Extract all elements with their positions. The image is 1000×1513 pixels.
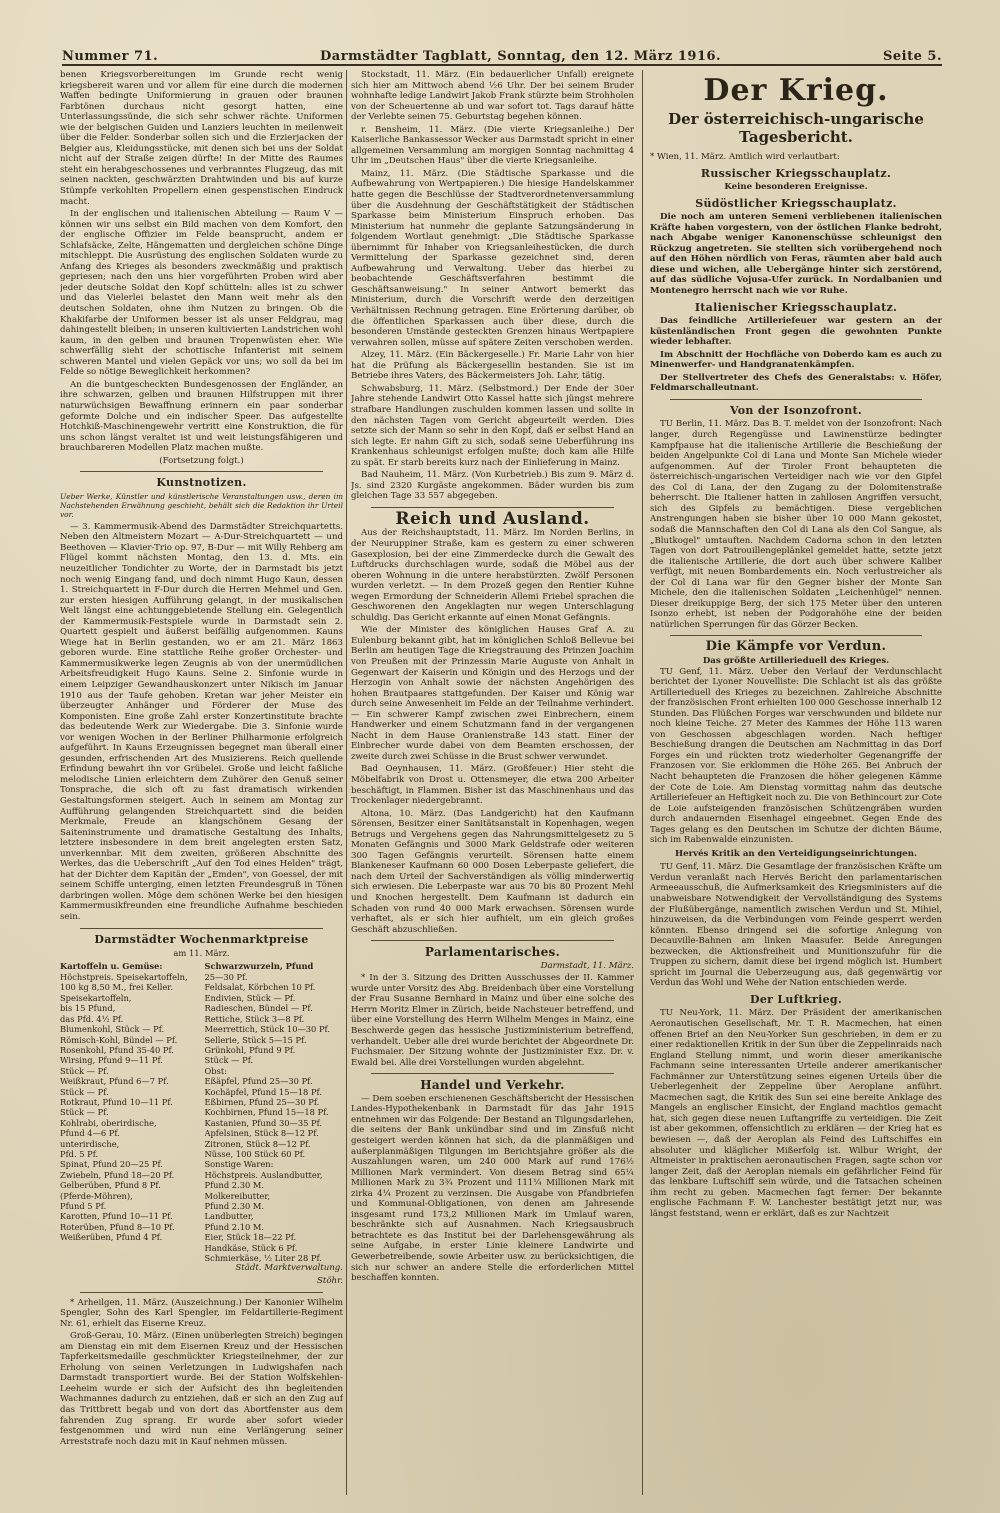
section-title-suedoestlich: Südöstlicher Kriegsschauplatz. (695, 196, 897, 210)
price-row: Radieschen, Bündel — Pf. (204, 1003, 313, 1014)
price-row: Handkäse, Stück 6 Pf. (204, 1242, 298, 1253)
price-row: Apfelsinen, Stück 8—12 Pf. (204, 1128, 319, 1139)
article-text: Die noch am unteren Semeni verbliebenen italienischen Kräfte haben vorgestern, von der östlichen Flanke bedroht, nach Abgabe weniger Kanonenschüsse schleunigst den Rückzug angetreten. Sie stellten sich vorübergehend noch auf den Höhen nördlich von Feras, räumten aber bald auch diese und wichen, alle Uebergänge hinter sich zerstörend, auf das südliche Vojusa-Ufer zurück. In Nordalbanien und Montenegro herrscht nach wie vor Ruhe. (650, 212, 942, 297)
price-row: Stück — Pf. (60, 1065, 109, 1076)
price-row: Rettiche, Stück 3—8 Pf. (204, 1013, 305, 1024)
article-text: Wie der Minister des königlichen Hauses Graf A. zu Eulenburg bekannt gibt, hat im königlichen Schloß Bellevue bei Berlin am heutigen Tage die Kriegstrauung des Prinzen Joachim von Preußen mit der Prinzessin Marie Auguste von Anhalt in Gegenwart der Kaiserin und Königin und des Herzogs und der Herzogin von Anhalt sowie der nächsten Angehörigen des hohen Brautpaares stattgefunden. Der Kaiser und König war durch seine Anwesenheit im Felde an der Teilnahme verhindert. — Ein schwerer Kampf zwischen zwei Einbrechern, einem Handwerker und einem Schutzmann fand in der vergangenen Nacht in dem Hause Oranienstraße 143 statt. Einer der Einbrecher wurde dabei von dem Beamten erschossen, der zweite durch zwei Schüsse in die Brust schwer verwundet. (351, 625, 634, 762)
article-text: Aus der Reichshauptstadt, 11. März. Im Norden Berlins, in der Neuruppiner Straße, kam es gestern zu einer schweren Gasexplosion, bei der eine Zimmerdecke durch die Gewalt des Luftdrucks durchschlagen wurde, sodaß die Möbel aus der oberen Wohnung in die untere herabstürzten. Zwölf Personen wurden verletzt. — In dem Prozeß gegen den Rentier Kuhne wegen Ermordung der Schneiderin Allemi Friebel sprachen die Geschworenen den Angeklagten nur wegen Unterschlagung schuldig. Das Gericht erkannte auf einen Monat Gefängnis. (351, 528, 634, 623)
article-text: Keine besonderen Ereignisse. (724, 182, 868, 193)
continuation-note: (Fortsetzung folgt.) (159, 455, 244, 466)
section-subtitle: Hervés Kritik an den Verteidigungseinrichtungen. (674, 848, 917, 859)
price-list (60, 972, 199, 1243)
article-text: Im Abschnitt der Hochfläche von Doberdo kam es auch zu Minenwerfer- und Handgranatenkämpfen. (650, 349, 942, 371)
signature: Der Stellvertreter des Chefs des Generalstabs: v. Höfer, Feldmarschalleutnant. (650, 372, 942, 394)
article-text: TU Genf, 11. März. Ueber den Verlauf der Verdunschlacht berichtet der Lyoner Nouvelliste: Die Schlacht ist als das größte Artillerieduell des Krieges zu bezeichnen. Zahlreiche Abschnitte der französischen Front erhielten 100 000 Geschosse innerhalb 12 Stunden. Das Flüßchen Forges war verschwunden und bildete nur noch kleine Teiche. 27 Meter des Kammes der Höhe 113 waren von Geschossen abgeschlagen worden. Nach heftiger Beschießung drangen die Deutschen am Nachmittag in das Dorf Forges ein und rückten trotz wiederholter Gegenangriffe der Franzosen vor. Sie erklommen die Höhe 265. Bei Anbruch der Nacht behaupteten die Franzosen die höher gelegenen Kämme der Cote de Loie. Am Dienstag vormittag nahm das deutsche Artilleriefeuer an Heftigkeit noch zu. Die von Bethincourt zur Cote de Loie aufsteigenden französischen Schützengräben wurden durch andauernden Eisenhagel eingeebnet. Gegen Ende des Tages gelang es den Deutschen im Schutze der dichten Bäume, sich im Rabenwalde einzunisten. (650, 666, 942, 846)
subheadline: Der österreichisch-ungarische Tagesbericht. (668, 110, 924, 146)
divider (670, 399, 922, 400)
signature: Stöhr. (317, 1275, 343, 1286)
article-text: Schwabsburg, 11. März. (Selbstmord.) Der Ende der 30er Jahre stehende Landwirt Otto Kassel hatte sich jüngst mehrere strafbare Handlungen zuschulden kommen lassen und sollte in den nächsten Tagen vom Gericht abgeurteilt werden. Dies setzte sich der Mann so sehr in den Kopf, daß er selbst Hand an sich legte. Er nahm Gift zu sich, sodaß seine Ueberführung ins Krankenhaus schleunigst erfolgen mußte; doch kam alle Hilfe zu spät. Er starb bereits kurz nach der Einlieferung in Mainz. (351, 383, 634, 468)
price-row: Molkereibutter, (204, 1190, 271, 1201)
page-header (62, 42, 942, 66)
price-row: Kohlrabi, oberirdische, (60, 1117, 157, 1128)
headline-der-krieg: Der Krieg. (703, 73, 889, 108)
divider (371, 1073, 614, 1074)
price-row: Landbutter, (204, 1211, 254, 1222)
price-row: Speisekartoffeln, (60, 992, 132, 1003)
market-date: am 11. März. (173, 948, 230, 959)
signature: Städt. Marktverwaltung. (235, 1263, 343, 1274)
price-row: Weißerüben, Pfund 4 Pf. (60, 1232, 163, 1243)
price-row: Weißkraut, Pfund 6—7 Pf. (60, 1076, 169, 1087)
price-row: Endivien, Stück — Pf. (204, 992, 296, 1003)
article-text: r. Bensheim, 11. März. (Die vierte Kriegsanleihe.) Der Kaiserliche Bankassessor Wecker aus Darmstadt spricht in einer allgemeinen Versammlung am morgigen Sonntag nachmittag 4 Uhr im „Deutschen Haus" über die vierte Kriegsanleihe. (351, 124, 634, 167)
price-row: bis 15 Pfund, (60, 1003, 116, 1014)
price-row: Blumenkohl, Stück — Pf. (60, 1024, 165, 1035)
price-row: Zitronen, Stück 8—12 Pf. (204, 1138, 311, 1149)
price-row: Rotkraut, Pfund 10—11 Pf. (60, 1096, 173, 1107)
article-text: benen Kriegsvorbereitungen im Grunde recht wenig kriegsbereit waren und vor allem für eine durch die modernen Waffen bedingte Uniformierung in grauen oder braunen Farbtönen durchaus nicht gesorgt hatten, eine Unterlassungssünde, die sich sehr schwer rächte. Uniformen wie der belgischen Guiden und Lanziers leuchten in meilenweit über die Felder. Sonderbar sollen sich und die Erzierjacken der Belgier aus, Kleidungsstücke, mit denen sich bei uns der Soldat nicht auf der Straße zeigen dürfte! In der Mitte des Raumes steht ein herabgeschossenes und verbranntes Flugzeug, das mit seinen nackten, geschwärzten Drahtwinden und bis auf kurze Stümpfe verkohlten Propellern einen gespenstischen Eindruck macht. (60, 70, 343, 207)
article-text: — 3. Kammermusik-Abend des Darmstädter Streichquartetts. Neben den Altmeistern Mozart — A-Dur-Streichquartett — und Beethoven — Klavier-Trio op. 97, B-Dur — mit Willy Rehberg am Flügel kommt nächsten Montag, den 13. d. Mts. ein neuzeitlicher Tondichter zu Worte, der in Darmstadt bis jetzt noch wenig Eingang fand, und doch nimmt Hugo Kaun, dessen 1. Streichquartett in F-Dur durch die Herren Mehmel und Gen. zur ersten hiesigen Aufführung gelangt, in der musikalischen Welt längst eine achtunggebietende Stellung ein. Gelegentlich der Kammermusik-Festspiele wurde in Darmstadt sein 2. Quartett gespielt und äußerst beifällig aufgenommen. Kauns Wiege hat in Berlin gestanden, wo er am 21. März 1863 geboren wurde. Eine stattliche Reihe großer Orchester- und Kammermusikwerke legen Zeugnis ab von der unermüdlichen Arbeitsfreudigkeit Hugo Kauns. Seine 2. Sinfonie wurde in einem Leipziger Gewandhauskonzert unter Nikisch im Januar 1910 aus der Taufe gehoben. Kretan war jeher Meister ein überzeugter Anhänger und Förderer der Muse des Komponisten. Eine große Zahl erster Konzertinstitute brachte das bedeutende Werk zur Wiedergabe. Die 3. Sinfonie wurde vor wenigen Wochen in der Berliner Philharmonie erfolgreich aufgeführt. In Kauns Erzeugnissen begegnet man überall einer gesunden, erfrischenden Art des Musizierens. Reich quellende Erfindung bewahrt ihn vor Grübelei. Große und leicht faßliche melodische Linien erleichtern dem Zuhörer den Genuß seiner Tonsprache, die sich oft zu fast dramatisch wirkenden Gestaltungsformen steigert. Auch in seinem am Montag zur Aufführung gelangenden Streichquartett sind die beiden Merkmale, Freude an klangschönem Gesang der Saiteninstrumente und dramatische Gestaltung des Inhalts, letztere insbesondere in dem breit angelegten ersten Satz, unverkennbar. Mit dem zweiten, größeren Abschnitte des Werkes, das die Ueberschrift „Auf den Tod eines Helden" trägt, hat der Dichter dem Kapitän der „Emden", von Goessel, der mit seinem Schiffe unterging, einen letzten Freundesgruß in Tönen darbringen wollen. Möge dem schönen Werke bei den hiesigen Kammermusikfreunden eine freundliche Aufnahme beschieden sein. (60, 521, 343, 923)
price-row: Höchstpreis. Auslandbutter, (204, 1169, 323, 1180)
column-3 (650, 70, 942, 1495)
price-row: Schmierkäse, ½ Liter 28 Pf. (204, 1253, 322, 1264)
price-row: Nüsse, 100 Stück 60 Pf. (204, 1148, 306, 1159)
section-title-reich: Reich und Ausland. (395, 508, 590, 529)
section-title-luftkrieg: Der Luftkrieg. (749, 992, 843, 1006)
price-row: Stück — Pf. (60, 1086, 109, 1097)
price-row: Pfd. 5 Pf. (60, 1148, 99, 1159)
price-row: Wirsing, Pfund 9—11 Pf. (60, 1055, 163, 1066)
article-text: Bad Oeynhausen, 11. März. (Großfeuer.) Hier steht die Möbelfabrik von Drost u. Ottensmeyer, die etwa 200 Arbeiter beschäftigt, in Flammen. Bisher ist das Maschinenhaus und das Trockenlager niedergebrannt. (351, 764, 634, 807)
price-row: (Pferde-Möhren), (60, 1190, 133, 1201)
section-title-russisch: Russischer Kriegsschauplatz. (700, 166, 892, 180)
price-row: Obst: (204, 1065, 228, 1076)
price-column-right (205, 961, 344, 1264)
price-row: Sonstige Waren: (204, 1159, 274, 1170)
section-title-verdun: Die Kämpfe vor Verdun. (705, 639, 887, 655)
masthead-title: Darmstädter Tagblatt, Sonntag, den 12. März 1916. (320, 49, 722, 64)
price-heading: Kartoffeln u. Gemüse: (60, 960, 163, 971)
divider (80, 1292, 323, 1293)
column-2 (351, 70, 634, 1495)
price-row: Spinat, Pfund 20—25 Pf. (60, 1159, 163, 1170)
price-row: Pfund 5 Pf. (60, 1201, 107, 1211)
price-row: Gelberüben, Pfund 8 Pf. (60, 1180, 161, 1191)
article-text: Das feindliche Artilleriefeuer war gestern an der küstenländischen Front gegen die gewohnten Punkte wieder lebhafter. (650, 316, 942, 348)
price-list (205, 972, 344, 1263)
divider (670, 635, 922, 636)
price-row: Pfund 2.30 M. (204, 1201, 265, 1211)
section-title-parlament: Parlamentarisches. (424, 945, 561, 960)
price-row: 25—30 Pf. (204, 972, 248, 983)
article-text: In der englischen und italienischen Abteilung — Raum V — können wir uns selbst ein Bild machen von dem Komfort, den der englische Offizier im Felde beansprucht, andem er Schlafsäcke, Zelte, Hängematten und dergleichen schöne Dinge mitschleppt. Die Ausrüstung des englischen Soldaten wurde zu Anfang des Krieges als besonders zweckmäßig und praktisch gepriesen; nach den uns hier vorgeführten Proben wird aber jeder deutsche Soldat den Kopf schütteln: alles ist zu schwer und das Vielerlei belastet den Mann weit mehr als den deutschen Soldaten, ohne ihm Nutzen zu bringen. Ob die Khakifarbe der Uniformen besser ist als unser Feldgrau, mag dahingestellt bleiben; in unseren kultivierten Landstrichen wohl kaum, in den gelben und braunen Tropenwüsten eher. Wie schwerfällig sieht der schottische Infanterist mit seinem schweren Mantel und vielen Gepäck vor uns; wo soll da bei im Felde so nötige Beweglichkeit herkommen? (60, 209, 343, 378)
article-text: TU Genf, 11. März. Die Gesamtlage der französischen Kräfte um Verdun veranlaßt nach Hervés Bericht den parlamentarischen Armeeausschuß, die Aufmerksamkeit des Kriegsministers auf die unabweisbare Notwendigkeit der Vervollständigung des Systems der Flußübergänge, namentlich zwischen Verdun und St. Mihiel, hinzuweisen, da die Verbindungen vom Feinde gesperrt werden könnten. Ebenso dringend sei die sofortige Anlegung von Decauville-Bahnen am linken Maasufer. Beide Anregungen bezwecken, die Aktionsfreiheit und Munitionszufuhr für die Truppen zu sichern, damit diese bei irgend möglich ist. Humbert spricht im Journal die Ueberzeugung aus, daß gegenwärtig vor Verdun das Wohl und Wehe der Nation entschieden werde. (650, 862, 942, 989)
section-title-italienisch: Italienischer Kriegsschauplatz. (694, 300, 898, 314)
section-title-marktpreise: Darmstädter Wochenmarktpreise (94, 932, 309, 946)
dateline: Darmstadt, 11. März. (540, 960, 634, 971)
article-text: Bad Nauheim, 11. März. (Von Kurbetrieb.) Bis zum 9. März d. Js. sind 2320 Kurgäste angekommen. Bäder wurden bis zum gleichen Tage 33 557 abgegeben. (351, 470, 634, 502)
price-row: Kastanien, Pfund 30—35 Pf. (204, 1117, 323, 1128)
price-row: Zwiebeln, Pfund 18—20 Pf. (60, 1169, 175, 1180)
article-text: * In der 3. Sitzung des Dritten Ausschusses der II. Kammer wurde unter Vorsitz des Abg. Breidenbach über eine Vorstellung der Frau Susanne Bernhard in Mainz und über eine solche des Herrn Moritz Elmer in Zürich, beide Nachsteuer betreffend, und über eine Vorstellung des Herrn Wilhelm Menges in Mainz, eine Beschwerde gegen das hessische Justizministerium betreffend, verhandelt. Ueber alle drei wurde berichtet der Abgeordnete Dr. Fuchsmaier. Der Sitzung wohnte der Justizminister Exz. Dr. v. Ewald bei. Alle drei Vorstellungen wurden abgelehnt. (351, 973, 634, 1068)
price-row: Höchstpreis. Speisekartoffeln, (60, 972, 188, 983)
price-row: Kochbirnen, Pfund 15—18 Pf. (204, 1107, 329, 1118)
divider (371, 507, 614, 508)
price-row: Feldsalat, Körbchen 10 Pf. (204, 982, 316, 993)
price-row: Rosenkohl, Pfund 35-40 Pf. (60, 1044, 174, 1055)
column-rule-1 (346, 70, 347, 1495)
issue-number: Nummer 71. (62, 49, 159, 64)
article-text: Alzey, 11. März. (Ein Bäckergeselle.) Fr. Marie Lahr von hier hat die Prüfung als Bäckergesellin bestanden. Sie ist im Betriebe ihres Vaters, des Bäckermeisters Joh. Lahr, tätig. (351, 350, 634, 382)
price-row: unterirdische, (60, 1138, 120, 1149)
page-number: Seite 5. (883, 49, 942, 64)
price-row: Roterüben, Pfund 8—10 Pf. (60, 1221, 175, 1232)
section-title-handel: Handel und Verkehr. (420, 1078, 565, 1093)
article-text: * Arheilgen, 11. März. (Auszeichnung.) Der Kanonier Wilhelm Spengler, Sohn des Karl Spengler, im Feldartillerie-Regiment Nr. 61, erhielt das Eiserne Kreuz. (60, 1297, 343, 1329)
article-text: Mainz, 11. März. (Die Städtische Sparkasse und die Aufbewahrung von Wertpapieren.) Die hiesige Handelskammer hatte gegen die Beschlüsse der Stadtverordnetenversammlung über die Ausdehnung der Geschäftstätigkeit der Städtischen Sparkasse beim Ministerium Einspruch erhoben. Das Ministerium hat nunmehr die geplante Satzungsänderung in folgendem Wortlaut genehmigt: „Die Städtische Sparkasse übernimmt für Inhaber von Kriegsanleihestücken, die durch Vermittelung der Sparkasse gezeichnet sind, deren Aufbewahrung und Verwaltung. Ueber das hierbei zu beobachtende Geschäftsverfahren bestimmt die Geschäftsanweisung." In seiner Antwort bemerkt das Ministerium, durch die Vorschrift werde den derzeitigen Verhältnissen Rechnung getragen. Eine Erörterung darüber, ob die öffentlichen Sparkassen auch über diese, durch die besonderen Umstände gesteckten Grenzen hinaus Wertpapiere verwahren sollen, müsse auf spätere Zeiten verschoben werden. (351, 168, 634, 348)
price-row: Eier, Stück 18—22 Pf. (204, 1232, 297, 1243)
article-text: TU Berlin, 11. März. Das B. T. meldet von der Isonzofront: Nach langer, durch Regengüsse und Lawinenstürze bedingter Kampfpause hat die italienische Artillerie die Beschießung der beiden Angelpunkte Col di Lana und Monte San Michele wieder aufgenommen. Auf der Tiroler Front behaupteten die österreichisch-ungarischen Verteidiger nach wie vor den Gipfel des Col di Lana, der den Zugang zu der Dolomitenstraße beherrscht. Die Italiener hatten in zahllosen Angriffen versucht, sich des Gipfels zu bemächtigen. Diese vergeblichen Anstrengungen haben sie bisher über 10 000 Mann gekostet, sodaß die Mannschaften den Col di Lana als den Col Sangue, als „Blutkogel" umtauften. Nachdem Cadorna schon in den letzten Tagen von dort Patrouillengeplänkel gemeldet hatte, setzte jetzt die italienische Artillerie, die dort auch über schwere Kaliber verfügt, mit neuen Bombardements ein. Noch verlustreicher als der Col di Lana war für den Gegner bisher der Monte San Michele, den die italienischen Soldaten „Leichenhügel" nennen. Dieser dreikuppige Berg, der sich 175 Meter über den unteren Isonzo erhebt, ist neben der Podgorahöhe eine der beiden natürlichen Sperrungen für das Görzer Becken. (650, 419, 942, 630)
article-text: — Dem soeben erschienenen Geschäftsbericht der Hessischen Landes-Hypothekenbank in Darmstadt für das Jahr 1915 entnehmen wir das Folgende: Der Bestand an Tilgungsdarlehen, die seitens der Bank unkündbar sind und im Zinsfuß nicht gesteigert werden können hat sich, da die planmäßigen und außerplanmäßigen Tilgungen im Berichtsjahre größer als die Auszahlungen waren, um 240 000 Mark auf rund 176½ Millionen Mark vermindert. Von diesem Betrag sind 65¼ Millionen Mark zu 3¾ Prozent und 111¼ Millionen Mark mit zirka 4¼ Prozent zu verzinsen. Die Ausgabe von Pfandbriefen und Kommunal-Obligationen, von denen am Jahresende insgesamt rund 173,2 Millionen Mark im Umlauf waren, beschränkte sich auf Ausnahmen. Nach Kriegsausbruch betrachtete es das Institut bei der Darlehensgewährung als seine Aufgabe, in erster Linie kleinere Landwirte und Gewerbetreibende, sowie Arbeiter usw. zu berücksichtigen, die sich nur schwer an andere Stelle die erforderlichen Mittel beschaffen konnten. (351, 1093, 634, 1284)
price-row: Kochäpfel, Pfund 15—18 Pf. (204, 1086, 322, 1097)
price-row: das Pfd. 4½ Pf. (60, 1013, 124, 1024)
price-row: Stück — Pf. (60, 1107, 109, 1118)
price-row: Karotten, Pfund 10—11 Pf. (60, 1211, 173, 1222)
price-row: Stück — Pf. (204, 1055, 254, 1066)
article-text: Stockstadt, 11. März. (Ein bedauerlicher Unfall) ereignete sich hier am Mittwoch abend ½6 Uhr. Der bei seinem Bruder wohnhafte ledige Landwirt Jakob Frank stürzte beim Strohholen von der Scheuertenne ab und war sofort tot. Tags darauf hätte der Verlebte seinen 75. Geburtstag begehen können. (351, 70, 634, 123)
editorial-note: Ueber Werke, Künstler und künstlerische Veranstaltungen usw., deren im Nachstehenden Erwähnung geschieht, behält sich die Redaktion ihr Urteil vor. (60, 491, 343, 519)
price-row: 100 kg 8,50 M., frei Keller. (60, 982, 174, 993)
price-row: Sellerie, Stück 5—15 Pf. (204, 1034, 307, 1045)
article-text: An die buntgescheckten Bundesgenossen der Engländer, an ihre schwarzen, gelben und braunen Hilfstruppen mit ihrer naturwüchsigen Bewaffnung erinnern ein paar sonderbar geformte Dolche und ein indischer Speer. Das aufgestellte Hotchkiß-Maschinengewehr vertritt eine Konstruktion, die für uns schon längst veraltet ist und weit leistungsfähigeren und brauchbareren Modellen Platz machen mußte. (60, 379, 343, 454)
price-row: Meerrettich, Stück 10—30 Pf. (204, 1024, 330, 1035)
section-subtitle: Das größte Artillerieduell des Krieges. (702, 655, 890, 666)
article-text: Groß-Gerau, 10. März. (Einen unüberlegten Streich) begingen am Dienstag ein mit dem Eisernen Kreuz und der Hessischen Tapferkeitsmedaille geschmückter Kriegsteilnehmer, der zur Erholung von seinen Verletzungen in Ludwigshafen nach Darmstadt transportiert wurde. Bei der Station Wolfskehlen-Leeheim wurde er sich der Aufsicht des ihn begleitenden Wachmannes dadurch zu entziehen, daß er sich an den Zug auf das Trittbrett begab und von dort das Abortfenster aus dem fahrenden Zug sprang. Er wurde aber sofort wieder festgenommen und wird nun eine Verlängerung seiner Arreststrafe noch dazu mit in Kauf nehmen müssen. (60, 1331, 343, 1447)
price-row: Pfund 2.10 M. (204, 1221, 265, 1232)
section-title-isonzo: Von der Isonzofront. (729, 403, 863, 417)
price-row: Römisch-Kohl, Bündel — Pf. (60, 1034, 178, 1045)
article-text: Altona, 10. März. (Das Landgericht) hat den Kaufmann Sörensen, Besitzer einer Sanitätsanstalt in Kopenhagen, wegen Betrugs und Vergehens gegen das Nahrungsmittelgesetz zu 5 Monaten Gefängnis und 3000 Mark Geldstrafe oder weiteren 300 Tagen Gefängnis verurteilt. Sörensen hatte einem Blankeneser Kaufmann 60 000 Dosen Leberpaste geliefert, die nach dem Urteil der Sachverständigen als völlig minderwertig sich erwiesen. Die Leberpaste war aus 70 bis 80 Prozent Mehl und Knochen hergestellt. Dem Kaufmann ist dadurch ein Schaden von rund 40 000 Mark erwachsen. Sörensen wurde verhaftet, als er sich hier aufhielt, um ein gleich großes Geschäft abzuschließen. (351, 808, 634, 935)
price-column-left (60, 961, 199, 1264)
dateline: * Wien, 11. März. Amtlich wird verlautbart: (650, 152, 840, 162)
price-heading: Schwarzwurzeln, Pfund (204, 960, 314, 971)
column-rule-2 (642, 70, 643, 1495)
price-row: Grünkohl, Pfund 9 Pf. (204, 1044, 296, 1055)
price-row: Eßäpfel, Pfund 25—30 Pf. (204, 1076, 313, 1087)
article-text: TU Neu-York, 11. März. Der Präsident der amerikanischen Aeronautischen Gesellschaft, Mr. T. R. Macmechen, hat einen offenen Brief an den Neu-Yorker Sun geschrieben, in dem er zu einer redaktionellen Kritik in der Sun über die Zeppelinraids nach England Stellung nimmt, und worin dieser amerikanische Fachmann seine interessanten Urteile anderer amerikanischer Fachmänner zur Unterstützung seines eigenen Urteils über die Ueberlegenheit der Zeppeline über Aeroplane anführt. Macmechen sagt, die Kritik des Sun sei eine bereite Anklage des Mangels an englischer Einsicht, der England machtlos gemacht hat, sich gegen diese neuen Luftangriffe zu verteidigen. Die Zeit ist aber gekommen, offensichtlich zu erklären — der Krieg hat es bewiesen —, daß der Aeroplan als Feind des Luftschiffes ein absoluter und kläglicher Mißerfolg ist. Wilbur Wright, der Altmeister in praktischen aeronautischen Fragen, sagte schon vor langer Zeit, daß der Aeroplan niemals ein gefährlicher Feind für das lenkbare Luftschiff sein würde, und die Tatsachen scheinen ihm recht zu geben. Macmechen fagt ferner: Der bekannte englische Fachmann F. W. Lanchester bestätigt jetzt nur, was längst feststand, wenn er erklärt, daß es zur Nachtzeit (650, 1008, 942, 1219)
divider (371, 940, 614, 941)
price-row: Eßbirnen, Pfund 25—30 Pf. (204, 1096, 320, 1107)
section-title-kunstnotizen: Kunstnotizen. (156, 476, 247, 490)
price-row: Pfund 4—6 Pf. (60, 1128, 120, 1139)
price-row: Pfund 2.30 M. (204, 1180, 265, 1191)
market-price-table (60, 961, 343, 1264)
divider (80, 928, 323, 929)
column-1 (60, 70, 343, 1495)
divider (80, 471, 323, 472)
